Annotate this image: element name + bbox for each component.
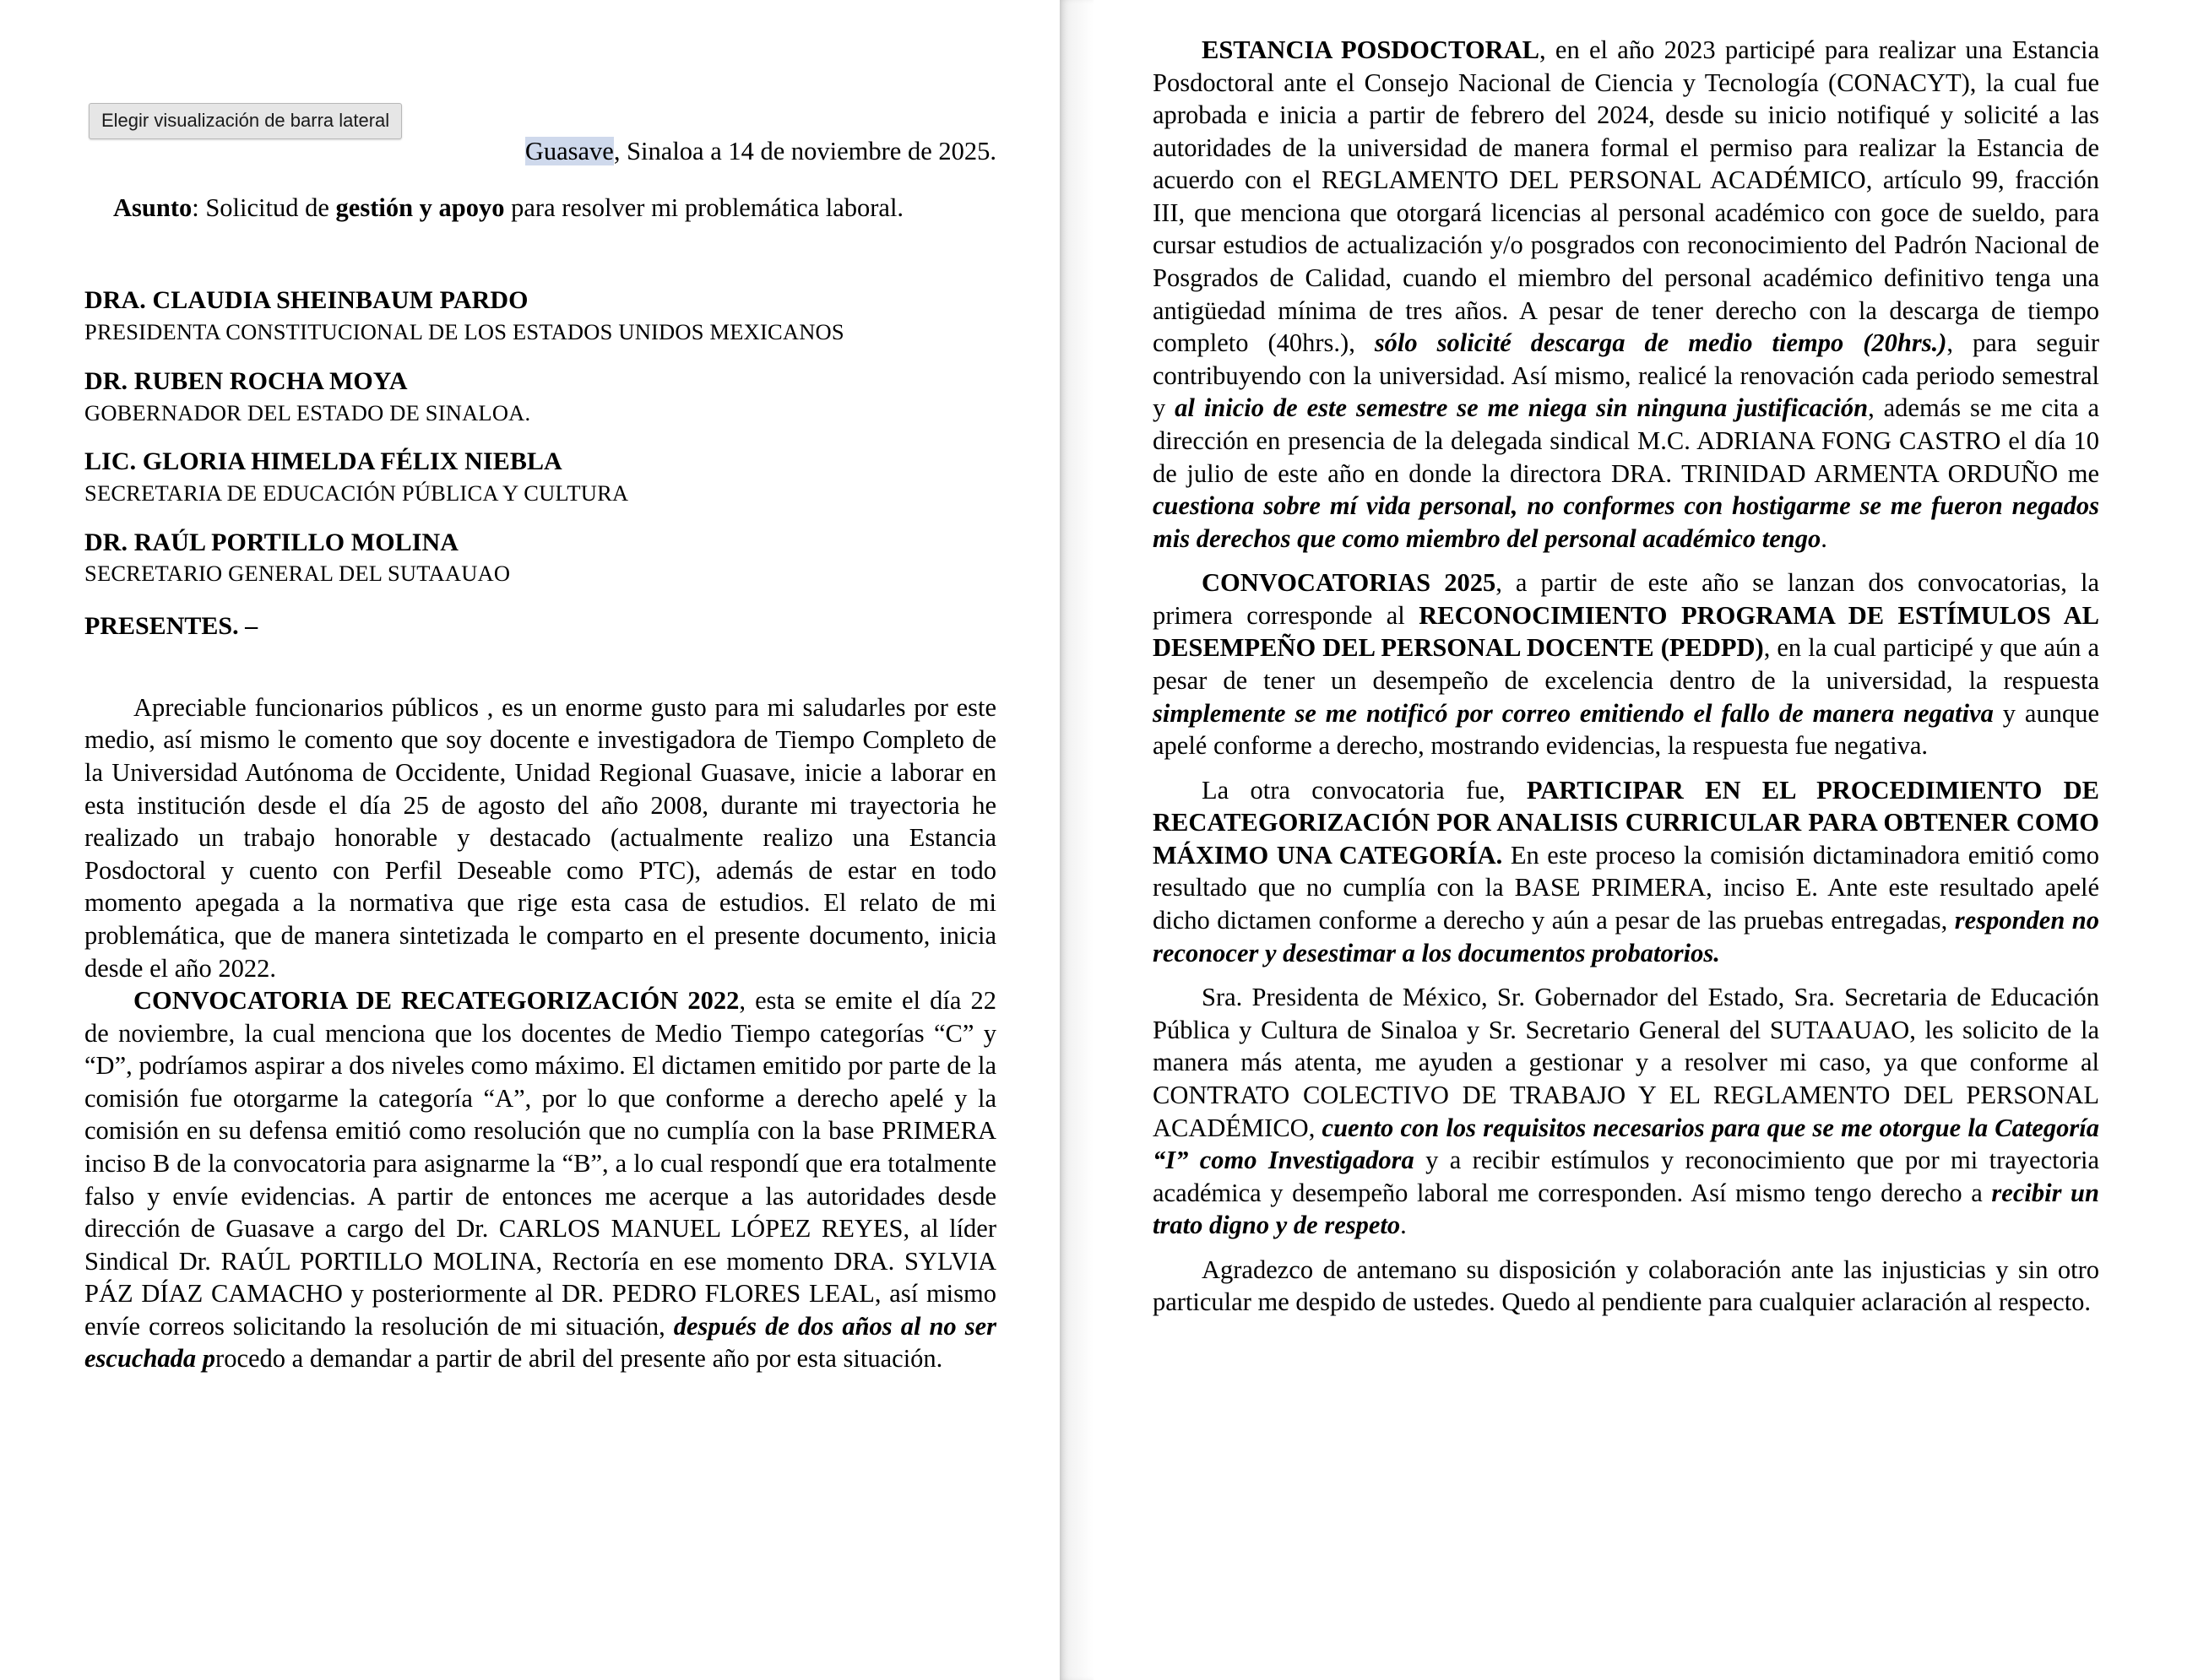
asunto-text-1: : Solicitud de (192, 192, 336, 222)
recategorizacion-bold: PARTICIPAR EN EL PROCEDIMIENTO DE RECATEGORIZACIÓN POR ANALISIS CURRICULAR PARA OBTENER COMO MÁXIMO UNA CATEGORÍA. (1153, 775, 2099, 870)
solicitud-emphasis-2: recibir un trato digno y de respeto (1153, 1178, 2099, 1240)
pedpd-bold: RECONOCIMIENTO PROGRAMA DE ESTÍMULOS AL DESEMPEÑO DEL PERSONAL DOCENTE (PEDPD) (1153, 600, 2099, 663)
convocatorias-2025-body-2: , en la cual participé y que aún a pesar de tener un desempeño de excelencia dentro de la universidad, la respuesta (1153, 633, 2099, 695)
convocatoria-2022-body-1: , esta se emite el día 22 de noviembre, la cual menciona que los docentes de Medio Tiempo categorías “C” y “D”, podríamos aspirar a dos niveles como máximo. El dictamen emitido por parte de la comisión fue otorgarme la categoría “A”, por lo que conforme a derecho apelé y la comisión en su defensa emitió como resolución que no cumplía con la base PRIMERA inciso B de la convocatoria para asignarme la “B”, a lo cual respondí que era totalmente falso y envíe evidencias. A partir de entonces me acerque a las autoridades desde dirección de Guasave a cargo del Dr. CARLOS MANUEL LÓPEZ REYES, al líder Sindical Dr. RAÚL PORTILLO MOLINA, Rectoría en ese momento DRA. SYLVIA PÁZ DÍAZ CAMACHO y posteriormente al DR. PEDRO FLORES LEAL, así mismo envíe correos solicitando la resolución de mi situación, (84, 986, 997, 1341)
date-line-rest: , Sinaloa a 14 de noviembre de 2025. (613, 137, 996, 165)
estancia-emphasis-3: cuestiona sobre mí vida personal, no conformes con hostigarme se me fueron negados mis derechos que como miembro del personal académico tengo (1153, 491, 2099, 553)
estancia-body-4: . (1821, 523, 1827, 553)
paragraph-recategorizacion (1153, 774, 2099, 969)
estancia-body-2: , para seguir contribuyendo con la universidad. Así mismo, realicé la renovación cada periodo semestral y (1153, 328, 2099, 423)
recategorizacion-emphasis: responden no reconocer y desestimar a los documentos probatorios. (1153, 906, 2100, 967)
asunto-bold: gestión y apoyo (335, 192, 505, 222)
presentes-line: PRESENTES. – (84, 611, 258, 640)
convocatoria-2022-title: CONVOCATORIA DE RECATEGORIZACIÓN 2022 (133, 986, 740, 1016)
estancia-body-3: , además se me cita a dirección en presencia de la delegada sindical M.C. ADRIANA FONG CASTRO el día 10 de julio de este año en donde la directora DRA. TRINIDAD ARMENTA ORDUÑO me (1153, 393, 2099, 488)
asunto-text-2: para resolver mi problemática laboral. (504, 192, 904, 222)
estancia-body-1: , en el año 2023 participé para realizar una Estancia Posdoctoral ante el Consejo Nacional de Ciencia y Tecnología (CONACYT), la cual fue aprobada e inicia a partir de febrero del 2024, desde su inicio notifiqué y solicité a las autoridades de la universidad de manera formal el permiso para realizar la Estancia de acuerdo con el REGLAMENTO DEL PERSONAL ACADÉMICO, artículo 99, fracción III, que menciona que otorgará licencias al personal académico con goce de sueldo, para cursar estudios de actualización y/o posgrados con reconocimiento del Padrón Nacional de Posgrados de Calidad, cuando el miembro del personal académico definitivo tenga una antigüedad mínima de tres años. A pesar de tener derecho con la descarga de tiempo completo (40hrs.), (1153, 35, 2100, 358)
asunto-line (84, 192, 996, 225)
addressee-list (84, 285, 996, 642)
recategorizacion-body-2: En este proceso la comisión dictaminadora emitió como resultado que no cumplía con la BASE PRIMERA, inciso E. Ante este resultado apelé dicho dictamen conforme a derecho y aún a pesar de las pruebas entregadas, (1153, 840, 2099, 935)
asunto-label: Asunto (113, 192, 193, 222)
convocatorias-2025-body-1: , a partir de este año se lanzan dos convocatorias, la primera corresponde al (1153, 568, 2099, 630)
addressee-name: LIC. GLORIA HIMELDA FÉLIX NIEBLA (84, 447, 562, 476)
addressee-role: SECRETARIA DE EDUCACIÓN PÚBLICA Y CULTURA (84, 480, 629, 506)
paragraph-solicitud (1153, 981, 2099, 1242)
estancia-emphasis-2: al inicio de este semestre se me niega sin ninguna justificación (1175, 393, 1869, 423)
addressee-role: GOBERNADOR DEL ESTADO DE SINALOA. (84, 399, 531, 425)
solicitud-emphasis-1: cuento con los requisitos necesarios para que se me otorgue la Categoría “I” como Investigadora (1153, 1113, 2099, 1175)
paragraph-intro: Apreciable funcionarios públicos , es un enorme gusto para mi saludarles por este medio, así mismo le comento que soy docente e investigadora de Tiempo Completo de la Universidad Autónoma de Occidente, Unidad Regional Guasave, inicie a laborar en esta institución desde el día 25 de agosto del año 2008, durante mi trayectoria he realizado un trabajo honorable y destacado (actualmente realizo una Estancia Posdoctoral y cuento con Perfil Deseable como PTC), además de estar en todo momento apegada a la normativa que rige esta casa de estudios. El relato de mi problemática, que de manera sintetizada le comparto en el presente documento, inicia desde el año 2022. (84, 692, 996, 983)
convocatorias-2025-title: CONVOCATORIAS 2025 (1202, 568, 1496, 598)
addressee-role: SECRETARIO GENERAL DEL SUTAAUAO (84, 561, 511, 587)
page-gutter-divider (1060, 0, 1094, 1680)
addressee-name: DRA. CLAUDIA SHEINBAUM PARDO (84, 286, 529, 315)
solicitud-body-3: . (1400, 1211, 1407, 1240)
document-page-right (1094, 0, 2209, 1680)
convocatoria-2022-body-2: rocedo a demandar a partir de abril del presente año por esta situación. (215, 1344, 943, 1374)
estancia-emphasis-1: sólo solicité descarga de medio tiempo (20hrs.) (1374, 328, 1947, 358)
paragraph-estancia-posdoctoral (1153, 34, 2099, 555)
solicitud-body-1: Sra. Presidenta de México, Sr. Gobernador del Estado, Sra. Secretaria de Educación Pública y Cultura de Sinaloa y Sr. Secretario General del SUTAAUAO, les solicito de la manera más atenta, me ayuden a gestionar y a resolver mi caso, ya que conforme al CONTRATO COLECTIVO DE TRABAJO Y EL REGLAMENTO DEL PERSONAL ACADÉMICO, (1153, 983, 2099, 1142)
estancia-title: ESTANCIA POSDOCTORAL (1202, 35, 1539, 64)
convocatoria-2022-emphasis: después de dos años al no ser escuchada p (84, 1311, 996, 1374)
date-line-city: Guasave (524, 137, 614, 165)
addressee-role: PRESIDENTA CONSTITUCIONAL DE LOS ESTADOS UNIDOS MEXICANOS (84, 319, 844, 345)
paragraph-convocatoria-2022 (84, 984, 996, 1375)
sidebar-view-chooser-button[interactable]: Elegir visualización de barra lateral (89, 103, 402, 139)
recategorizacion-body-1: La otra convocatoria fue, (1202, 775, 1527, 805)
paragraph-agradecimiento: Agradezco de antemano su disposición y colaboración ante las injusticias y sin otro particular me despido de ustedes. Quedo al pendiente para cualquier aclaración al respecto. (1153, 1255, 2099, 1317)
convocatorias-2025-emphasis: simplemente se me notificó por correo emitiendo el fallo de manera negativa (1153, 698, 1994, 728)
convocatorias-2025-body-3: y aunque apelé conforme a derecho, mostrando evidencias, la respuesta fue negativa. (1153, 698, 2099, 761)
paragraph-convocatorias-2025 (1153, 566, 2099, 761)
addressee-name: DR. RAÚL PORTILLO MOLINA (84, 528, 459, 556)
document-page-left (0, 0, 1060, 1680)
solicitud-body-2: y a recibir estímulos y reconocimiento que por mi trayectoria académica y desempeño laboral me corresponden. Así mismo tengo derecho a (1153, 1146, 2099, 1207)
date-line (84, 135, 996, 168)
addressee-name: DR. RUBEN ROCHA MOYA (84, 366, 408, 395)
